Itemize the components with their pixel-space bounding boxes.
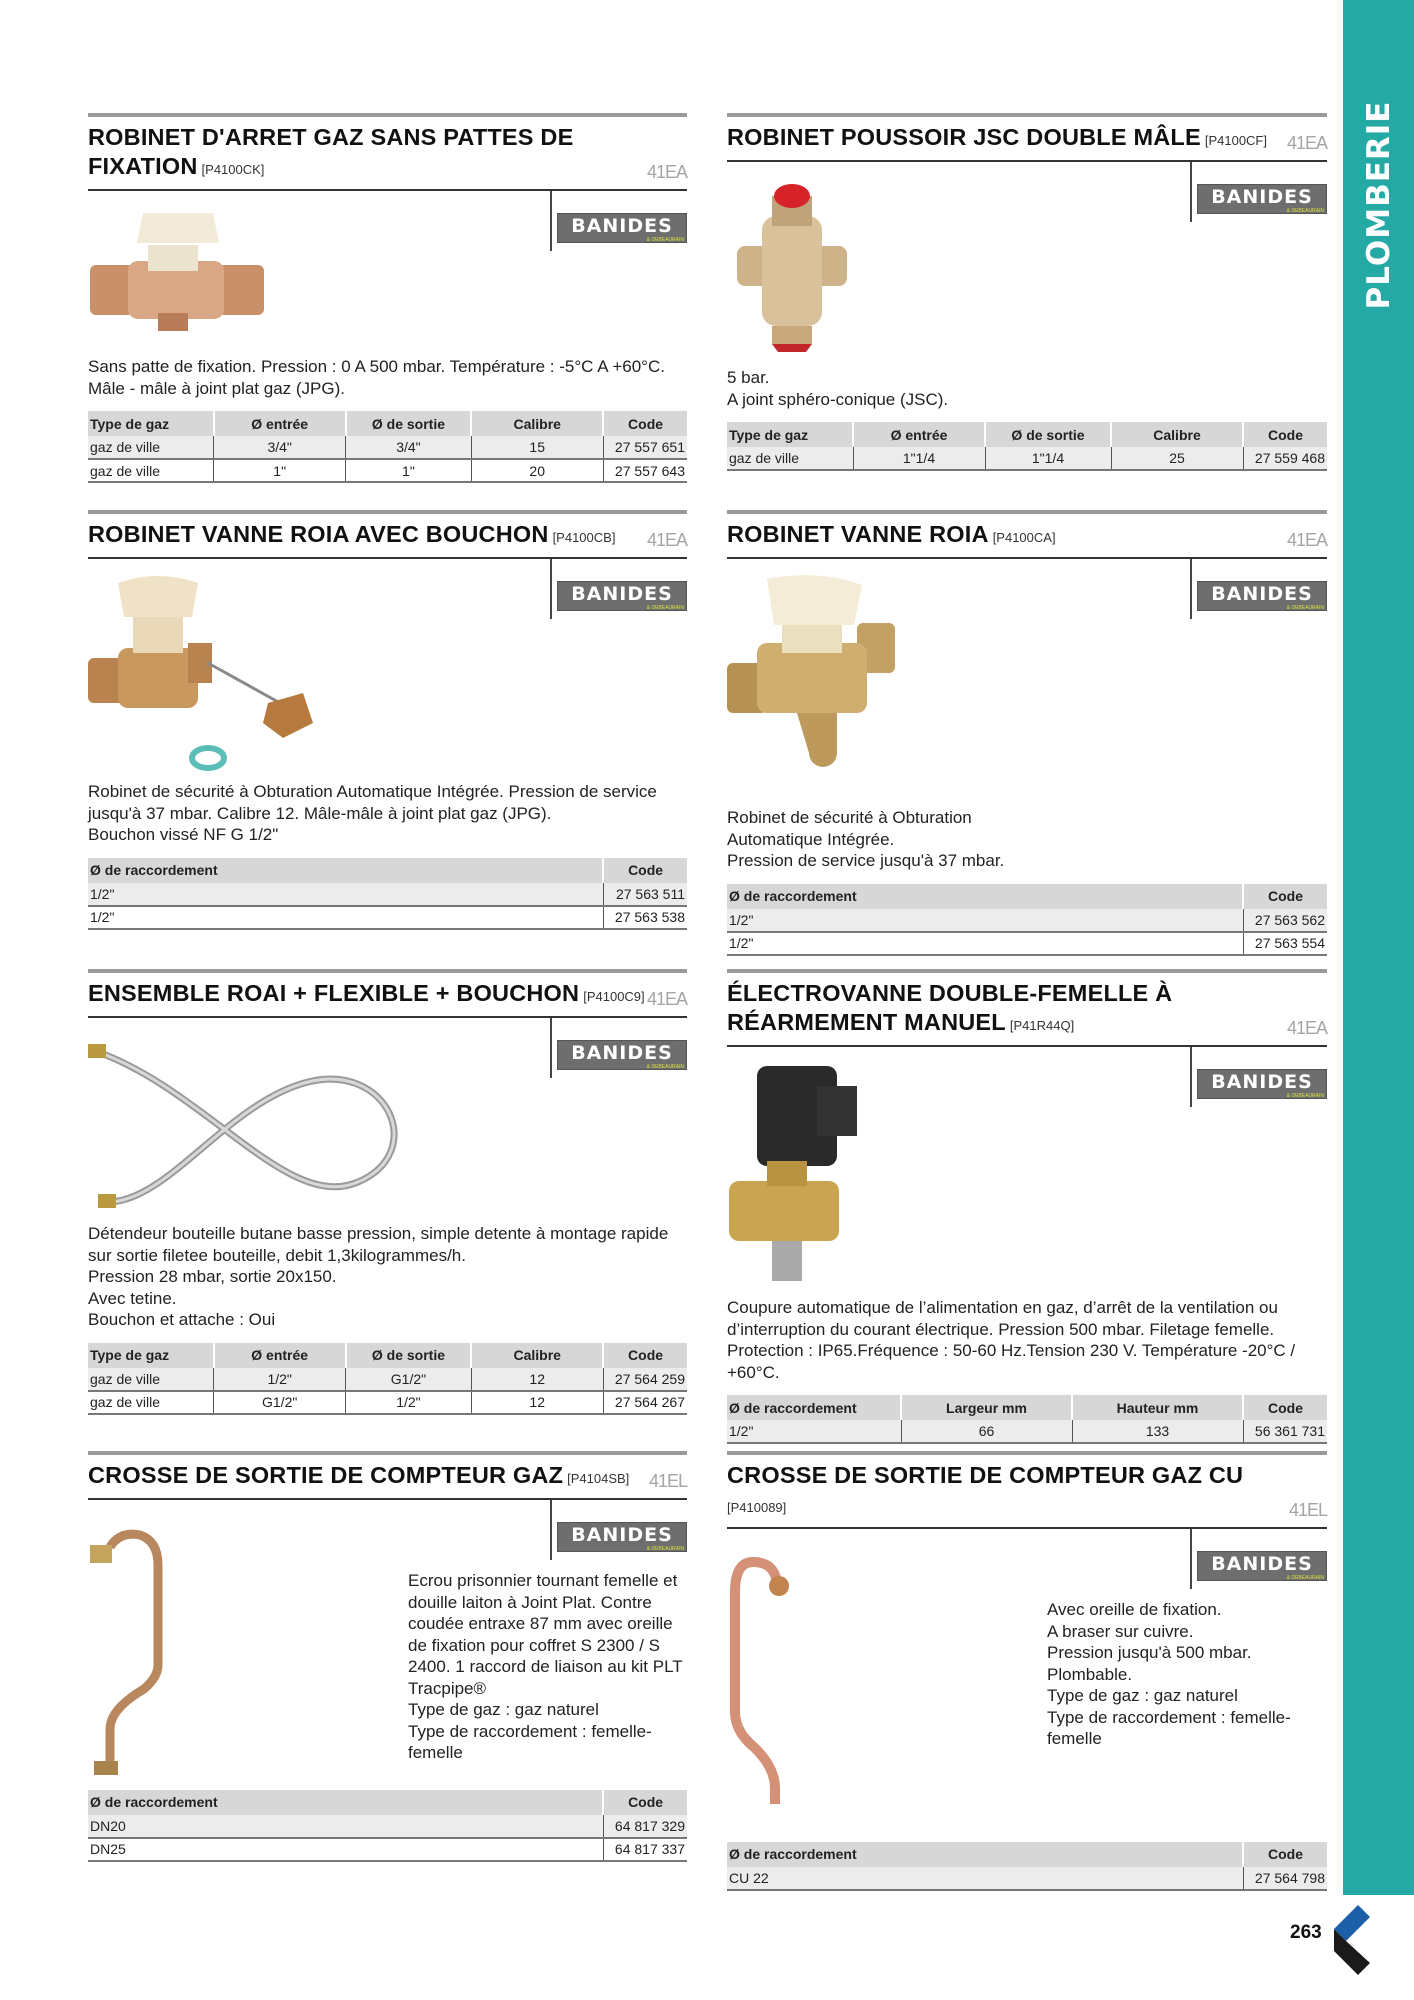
section-body <box>727 1529 1327 1891</box>
table-row <box>727 1420 1327 1443</box>
table-cell: 1/2" <box>214 1368 346 1391</box>
brand-logo-box <box>1190 559 1327 619</box>
product-reference: [P41R44Q] <box>1009 1018 1075 1033</box>
product-reference: [P4100CA] <box>992 530 1056 545</box>
table-cell: 1/2" <box>727 1420 901 1443</box>
brand-logo-box <box>1190 1047 1327 1107</box>
product-name: CROSSE DE SORTIE DE COMPTEUR GAZ <box>88 1462 564 1488</box>
push-valve-image <box>727 176 857 361</box>
column-header: Calibre <box>471 411 603 436</box>
product-reference: [P4100CF] <box>1204 133 1267 148</box>
table-cell: 27 563 511 <box>603 883 687 906</box>
product-table <box>727 1395 1327 1444</box>
product-section <box>727 113 1327 471</box>
product-table <box>88 858 687 930</box>
table-cell: 15 <box>471 436 603 459</box>
product-section <box>88 113 687 483</box>
section-body <box>727 162 1327 471</box>
product-title <box>88 979 648 1011</box>
solenoid-image <box>727 1061 867 1286</box>
product-section <box>727 510 1327 956</box>
description-line: Avec oreille de fixation. <box>1047 1600 1222 1619</box>
product-table <box>88 1343 687 1415</box>
brand-logo: BANIDES & DEBEAURAIN <box>1197 184 1327 214</box>
description-line: Robinet de sécurité à Obturation <box>727 808 972 827</box>
section-body <box>88 191 687 483</box>
table-header-row <box>727 1395 1327 1420</box>
column-header: Ø entrée <box>853 422 985 447</box>
column-header: Code <box>603 1343 687 1368</box>
table-cell: G1/2" <box>214 1391 346 1414</box>
product-table <box>727 884 1327 956</box>
column-header: Hauteur mm <box>1072 1395 1243 1420</box>
product-name: ROBINET VANNE ROIA AVEC BOUCHON <box>88 521 549 547</box>
table-cell: 12 <box>471 1391 603 1414</box>
section-body <box>88 1500 687 1862</box>
table-cell: gaz de ville <box>88 1391 214 1414</box>
table-cell: 1/2" <box>88 883 603 906</box>
hose-image <box>88 1032 408 1237</box>
product-reference: [P4100CK] <box>201 162 265 177</box>
table-cell: 56 361 731 <box>1243 1420 1327 1443</box>
valve-image <box>88 205 268 340</box>
table-header-row <box>88 858 687 883</box>
brand-logo: BANIDES & DEBEAURAIN <box>1197 1069 1327 1099</box>
table-cell: 27 564 259 <box>603 1368 687 1391</box>
description-line: Robinet de sécurité à Obturation Automatique Intégrée. Pression de service jusqu'à 37 mbar. Calibre 12. Mâle-mâle à joint plat gaz (JPG). <box>88 782 657 823</box>
table-cell: 20 <box>471 459 603 482</box>
description-line: Détendeur bouteille butane basse pression, simple detente à montage rapide sur sortie filetee bouteille, debit 1,3kilogrammes/h. <box>88 1224 669 1265</box>
table-cell: 1"1/4 <box>853 447 985 470</box>
chevron-icon <box>1330 1905 1374 1975</box>
brand-logo: BANIDES & DEBEAURAIN <box>557 213 687 243</box>
category-label: PLOMBERIE <box>1360 100 1397 310</box>
product-description <box>1047 1599 1327 1750</box>
column-header: Ø de sortie <box>346 1343 472 1368</box>
description-line: Type de raccordement : femelle-femelle <box>1047 1707 1291 1748</box>
product-title <box>88 123 608 184</box>
description-line: Type de raccordement : femelle-femelle <box>408 1721 652 1762</box>
section-header <box>727 514 1327 559</box>
description-line: Pression jusqu'à 500 mbar. <box>1047 1643 1252 1662</box>
table-cell: 64 817 329 <box>603 1815 687 1838</box>
table-cell: gaz de ville <box>88 459 214 482</box>
table-row <box>88 1368 687 1391</box>
brand-logo: BANIDES & DEBEAURAIN <box>1197 1551 1327 1581</box>
table-row <box>727 909 1327 932</box>
product-description <box>727 807 1327 872</box>
column-header: Ø entrée <box>214 411 346 436</box>
description-line: A braser sur cuivre. <box>1047 1621 1194 1641</box>
column-header: Largeur mm <box>901 1395 1072 1420</box>
table-cell: 1"1/4 <box>985 447 1111 470</box>
product-description <box>727 1297 1327 1383</box>
column-header: Ø de raccordement <box>727 1395 901 1420</box>
column-header: Ø de raccordement <box>88 858 603 883</box>
table-cell: DN25 <box>88 1838 603 1861</box>
zone-code: 41EA <box>646 530 687 550</box>
table-cell: gaz de ville <box>88 436 214 459</box>
zone-code: 41EA <box>1286 1018 1327 1038</box>
column-header: Code <box>1243 1842 1327 1867</box>
column-header: Code <box>1243 422 1327 447</box>
brand-logo-box <box>550 1500 687 1560</box>
product-description <box>408 1570 687 1764</box>
zone-code: 41EA <box>1286 530 1327 550</box>
description-line: A joint sphéro-conique (JSC). <box>727 389 949 409</box>
zone-code: 41EL <box>648 1471 687 1491</box>
valve-foot-image <box>727 573 897 778</box>
product-reference: [P4100CB] <box>552 530 616 545</box>
section-header <box>88 117 687 191</box>
table-cell: 64 817 337 <box>603 1838 687 1861</box>
description-line: Plombable. <box>1047 1664 1133 1684</box>
section-body <box>88 1018 687 1415</box>
table-cell: 1/2" <box>88 906 603 929</box>
product-section <box>727 1451 1327 1891</box>
description-line: Ecrou prisonnier tournant femelle et douille laiton à Joint Plat. Contre coudée entraxe 87 mm avec oreille de fixation pour coffret S 2300 / S 2400. 1 raccord de liaison au kit PLT Tracpipe® <box>408 1571 683 1698</box>
table-row <box>727 1867 1327 1890</box>
section-header <box>88 514 687 559</box>
description-line: Automatique Intégrée. <box>727 829 895 849</box>
table-cell: G1/2" <box>346 1368 472 1391</box>
product-title <box>727 1461 1267 1522</box>
product-name: ROBINET POUSSOIR JSC DOUBLE MÂLE <box>727 124 1201 150</box>
category-tab <box>1343 0 1414 1895</box>
zone-code: 41EA <box>646 989 687 1009</box>
table-cell: 12 <box>471 1368 603 1391</box>
description-line: Pression de service jusqu'à 37 mbar. <box>727 851 1005 870</box>
brand-logo-box <box>1190 1529 1327 1589</box>
description-line: 5 bar. <box>727 368 770 387</box>
column-header: Ø de sortie <box>985 422 1111 447</box>
table-row <box>88 1391 687 1414</box>
column-header: Type de gaz <box>88 411 214 436</box>
section-header <box>727 117 1327 162</box>
product-section <box>727 969 1327 1444</box>
description-line: Mâle - mâle à joint plat gaz (JPG). <box>88 378 345 398</box>
table-header-row <box>88 1790 687 1815</box>
column-header: Code <box>603 411 687 436</box>
pipe-brass-image <box>88 1525 168 1780</box>
table-cell: 66 <box>901 1420 1072 1443</box>
product-reference: [P4104SB] <box>567 1471 630 1486</box>
table-cell: 27 564 267 <box>603 1391 687 1414</box>
brand-logo: BANIDES & DEBEAURAIN <box>1197 581 1327 611</box>
column-header: Ø entrée <box>214 1343 346 1368</box>
brand-logo-box <box>550 559 687 619</box>
table-cell: gaz de ville <box>88 1368 214 1391</box>
table-cell: 27 557 643 <box>603 459 687 482</box>
column-header: Ø de sortie <box>346 411 472 436</box>
table-cell: CU 22 <box>727 1867 1243 1890</box>
column-header: Ø de raccordement <box>727 884 1243 909</box>
description-line: Bouchon vissé NF G 1/2" <box>88 825 279 844</box>
description-line: Pression 28 mbar, sortie 20x150. <box>88 1267 337 1286</box>
table-row <box>727 932 1327 955</box>
product-title <box>88 520 648 552</box>
product-name: ENSEMBLE ROAI + FLEXIBLE + BOUCHON <box>88 980 580 1006</box>
column-header: Type de gaz <box>727 422 853 447</box>
product-section <box>88 969 687 1415</box>
table-row <box>88 883 687 906</box>
brand-logo: BANIDES & DEBEAURAIN <box>557 1522 687 1552</box>
table-header-row <box>88 411 687 436</box>
table-row <box>88 906 687 929</box>
table-cell: 27 559 468 <box>1243 447 1327 470</box>
product-description <box>88 781 687 846</box>
product-description <box>88 1223 687 1331</box>
column-header: Type de gaz <box>88 1343 214 1368</box>
product-table <box>727 422 1327 471</box>
table-header-row <box>727 422 1327 447</box>
product-table <box>88 411 687 483</box>
product-description <box>88 356 687 399</box>
table-cell: 3/4" <box>346 436 472 459</box>
product-reference: [P4100C9] <box>583 989 645 1004</box>
product-name: ROBINET VANNE ROIA <box>727 521 989 547</box>
table-row <box>727 447 1327 470</box>
table-cell: 1/2" <box>727 909 1243 932</box>
zone-code: 41EA <box>646 162 687 182</box>
table-cell: 27 564 798 <box>1243 1867 1327 1890</box>
table-row <box>88 459 687 482</box>
product-table <box>88 1790 687 1862</box>
table-header-row <box>727 884 1327 909</box>
product-name: ÉLECTROVANNE DOUBLE-FEMELLE À RÉARMEMENT MANUEL <box>727 980 1173 1035</box>
column-header: Code <box>603 1790 687 1815</box>
section-header <box>88 1455 687 1500</box>
section-body <box>88 559 687 930</box>
product-name: CROSSE DE SORTIE DE COMPTEUR GAZ CU <box>727 1462 1244 1488</box>
product-reference: [P410089] <box>727 1500 787 1515</box>
column-header: Ø de raccordement <box>727 1842 1243 1867</box>
table-cell: 25 <box>1111 447 1243 470</box>
brand-logo-box <box>1190 162 1327 222</box>
column-header: Ø de raccordement <box>88 1790 603 1815</box>
product-section <box>88 510 687 930</box>
table-cell: DN20 <box>88 1815 603 1838</box>
table-cell: 27 563 554 <box>1243 932 1327 955</box>
description-line: Coupure automatique de l’alimentation en gaz, d’arrêt de la ventilation ou d’interruption du courant électrique. Pression 500 mbar. Filetage femelle. Protection : IP65.Fréquence : 50-60 Hz.Tension 230 V. Température -20°C / +60°C. <box>727 1298 1296 1382</box>
table-cell: 1" <box>214 459 346 482</box>
product-title <box>88 1461 648 1493</box>
table-row <box>88 436 687 459</box>
table-cell: 3/4" <box>214 436 346 459</box>
table-cell: 27 557 651 <box>603 436 687 459</box>
product-description <box>727 367 1327 410</box>
table-cell: 27 563 538 <box>603 906 687 929</box>
brand-logo: BANIDES & DEBEAURAIN <box>557 1040 687 1070</box>
page-number: 263 <box>1290 1922 1322 1943</box>
product-title <box>727 979 1247 1040</box>
section-header <box>727 973 1327 1047</box>
column-header: Calibre <box>1111 422 1243 447</box>
section-body <box>727 1047 1327 1444</box>
table-row <box>88 1815 687 1838</box>
zone-code: 41EL <box>1288 1500 1327 1520</box>
pipe-copper-image <box>727 1554 797 1809</box>
table-cell: 133 <box>1072 1420 1243 1443</box>
product-section <box>88 1451 687 1862</box>
brand-logo-box <box>550 1018 687 1078</box>
table-cell: 1" <box>346 459 472 482</box>
section-body <box>727 559 1327 956</box>
description-line: Sans patte de fixation. Pression : 0 A 500 mbar. Température : -5°C A +60°C. <box>88 357 665 376</box>
table-header-row <box>727 1842 1327 1867</box>
table-row <box>88 1838 687 1861</box>
table-cell: 27 563 562 <box>1243 909 1327 932</box>
column-header: Code <box>1243 884 1327 909</box>
product-table <box>727 1842 1327 1891</box>
table-cell: 1/2" <box>346 1391 472 1414</box>
column-header: Calibre <box>471 1343 603 1368</box>
table-cell: gaz de ville <box>727 447 853 470</box>
valve-cap-image <box>88 573 328 778</box>
brand-logo: BANIDES & DEBEAURAIN <box>557 581 687 611</box>
product-title <box>727 520 1287 552</box>
table-header-row <box>88 1343 687 1368</box>
section-header <box>727 1455 1327 1529</box>
product-title <box>727 123 1287 155</box>
table-cell: 1/2" <box>727 932 1243 955</box>
description-line: Type de gaz : gaz naturel <box>1047 1686 1238 1705</box>
description-line: Avec tetine. <box>88 1288 177 1308</box>
column-header: Code <box>1243 1395 1327 1420</box>
column-header: Code <box>603 858 687 883</box>
zone-code: 41EA <box>1286 133 1327 153</box>
brand-logo-box <box>550 191 687 251</box>
product-name: ROBINET D'ARRET GAZ SANS PATTES DE FIXATION <box>88 124 574 179</box>
description-line: Type de gaz : gaz naturel <box>408 1700 599 1719</box>
description-line: Bouchon et attache : Oui <box>88 1310 276 1329</box>
section-header <box>88 973 687 1018</box>
